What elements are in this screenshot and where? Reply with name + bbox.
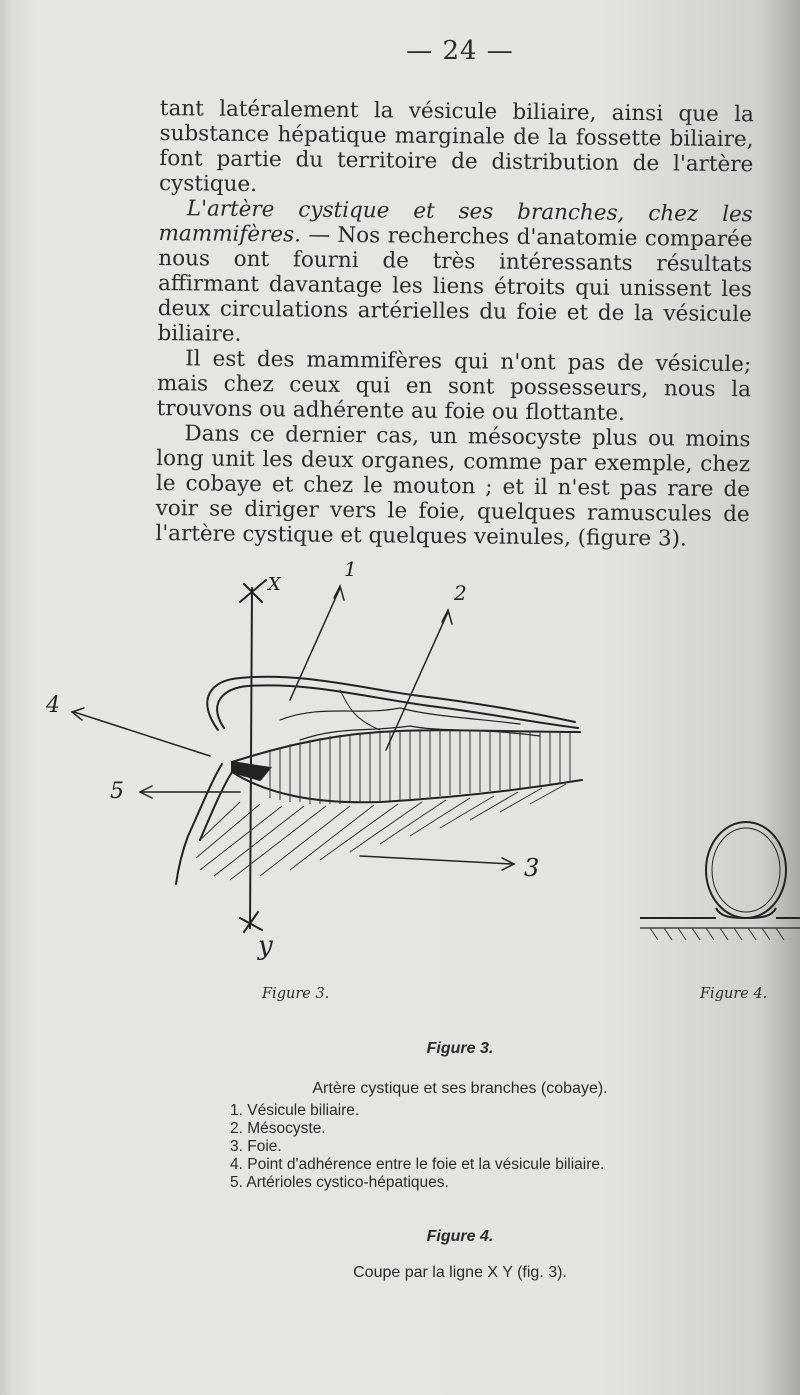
label-2: 2: [454, 581, 467, 605]
body-text: [155, 96, 754, 552]
figure-3-caption: Figure 3.: [262, 986, 330, 1002]
legend-title: Figure 3.: [426, 1040, 494, 1057]
legend-title-2: Figure 4.: [426, 1228, 494, 1245]
paragraph-3: Il est des mammifères qui n'ont pas de vésicule; mais chez ceux qui en sont possesseurs, nous la trouvons ou adhérente au foie ou flottante.: [156, 346, 752, 426]
legend-item: 5. Artérioles cystico-hépatiques.: [230, 1174, 449, 1191]
section-heading: L'artère cystique et ses branches, chez les mammifères.: [158, 196, 753, 248]
figure-3-drawing: [0, 540, 800, 1020]
label-3: 3: [524, 854, 540, 882]
legend-item: 3. Foie.: [230, 1138, 282, 1155]
label-1: 1: [344, 557, 357, 581]
label-4: 4: [46, 693, 60, 718]
legend-item: 4. Point d'adhérence entre le foie et la vésicule biliaire.: [230, 1156, 605, 1173]
figure-area: [0, 540, 800, 1020]
paragraph-1: tant latéralement la vésicule biliaire, ainsi que la substance hépatique marginale de la fossette biliaire, font partie du territoire de distribution de l'artère cystique.: [158, 96, 754, 198]
legend-subtitle-2: Coupe par la ligne X Y (fig. 3).: [353, 1264, 567, 1281]
label-y: y: [258, 931, 273, 961]
paragraph-2: [157, 196, 753, 352]
label-x: X: [268, 574, 281, 595]
legend-item: 1. Vésicule biliaire.: [230, 1102, 360, 1119]
legend-subtitle: Artère cystique et ses branches (cobaye).: [312, 1080, 608, 1097]
paragraph-4: Dans ce dernier cas, un mésocyste plus ou moins long unit les deux organes, comme par exemple, chez le cobaye et chez le mouton ; et il n'est pas rare de voir se diriger vers le foie, quelques ramuscules de l'artère cystique et quelques veinules, (figure 3).: [155, 421, 751, 552]
legend-item: 2. Mésocyste.: [230, 1120, 326, 1137]
figure-4-caption: Figure 4.: [700, 986, 768, 1002]
label-5: 5: [110, 779, 124, 804]
paragraph-2-text: — Nos recherches d'anatomie comparée nous ont fourni de très intéressants résultats affirmant davantage les liens étroits qui unissent les deux circulations artérielles du foie et de la vésicule biliaire.: [157, 222, 753, 347]
page-number: — 24 —: [406, 36, 514, 66]
legend-list: [230, 1102, 750, 1192]
